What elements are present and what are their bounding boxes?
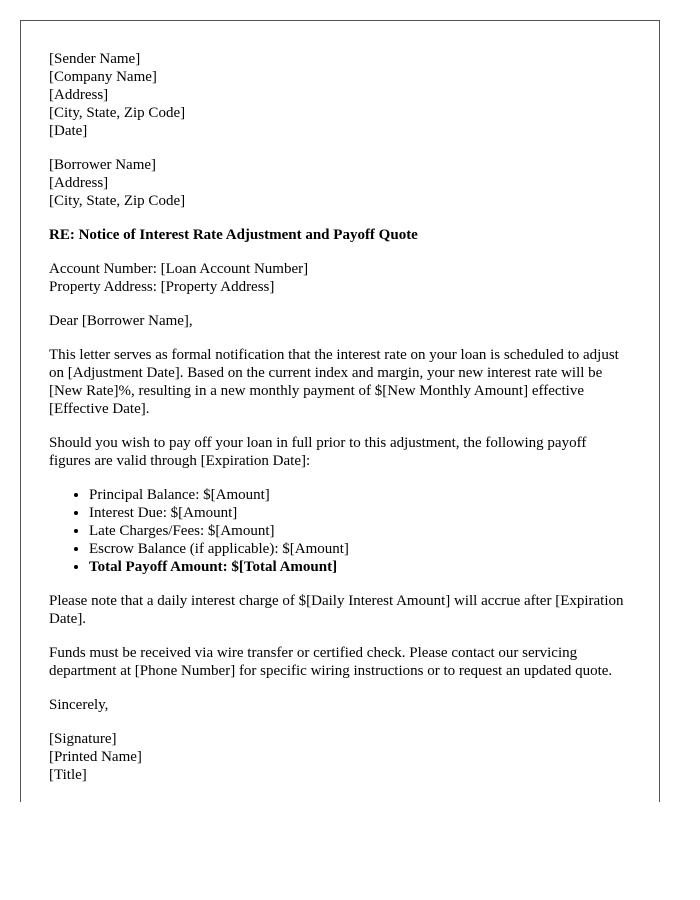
recipient-block xyxy=(49,156,629,210)
recipient-address: [Address] xyxy=(49,175,109,191)
account-number: Account Number: [Loan Account Number] xyxy=(49,261,309,277)
sender-address: [Address] xyxy=(49,87,109,103)
signature: [Signature] xyxy=(49,731,117,747)
letter-date: [Date] xyxy=(49,123,88,139)
daily-interest-paragraph: Please note that a daily interest charge of $[Daily Interest Amount] will accrue after [Expiration Date]. xyxy=(49,593,624,627)
payoff-list xyxy=(49,486,629,576)
payoff-item-late-charges: • Late Charges/Fees: $[Amount] xyxy=(89,522,629,540)
sender-city-state-zip: [City, State, Zip Code] xyxy=(49,105,186,121)
payoff-item-escrow: • Escrow Balance (if applicable): $[Amount] xyxy=(89,540,629,558)
sender-name: [Sender Name] xyxy=(49,51,141,67)
signer-title: [Title] xyxy=(49,767,87,783)
payoff-item-total: • Total Payoff Amount: $[Total Amount] xyxy=(89,558,629,576)
account-block xyxy=(49,260,629,296)
property-address: Property Address: [Property Address] xyxy=(49,279,275,295)
payoff-intro-paragraph: Should you wish to pay off your loan in full prior to this adjustment, the following payoff figures are valid through [Expiration Date]: xyxy=(49,435,587,469)
payoff-item-principal: • Principal Balance: $[Amount] xyxy=(89,486,629,504)
closing: Sincerely, xyxy=(49,697,109,713)
recipient-city-state-zip: [City, State, Zip Code] xyxy=(49,193,186,209)
payoff-item-interest: • Interest Due: $[Amount] xyxy=(89,504,629,522)
salutation: Dear [Borrower Name], xyxy=(49,313,193,329)
signature-block xyxy=(49,730,629,784)
printed-name: [Printed Name] xyxy=(49,749,142,765)
subject-line: RE: Notice of Interest Rate Adjustment and Payoff Quote xyxy=(49,227,418,243)
sender-company: [Company Name] xyxy=(49,69,157,85)
letter-page xyxy=(20,20,660,802)
recipient-name: [Borrower Name] xyxy=(49,157,157,173)
intro-paragraph: This letter serves as formal notification that the interest rate on your loan is scheduled to adjust on [Adjustment Date]. Based on the current index and margin, your new interest rate will be [New Rate]%, resulting in a new monthly payment of $[New Monthly Amount] effective [Effective Date]. xyxy=(49,347,619,417)
funds-paragraph: Funds must be received via wire transfer or certified check. Please contact our servicing department at [Phone Number] for specific wiring instructions or to request an updated quote. xyxy=(49,645,613,679)
sender-block xyxy=(49,50,629,140)
letter-content xyxy=(49,50,629,784)
